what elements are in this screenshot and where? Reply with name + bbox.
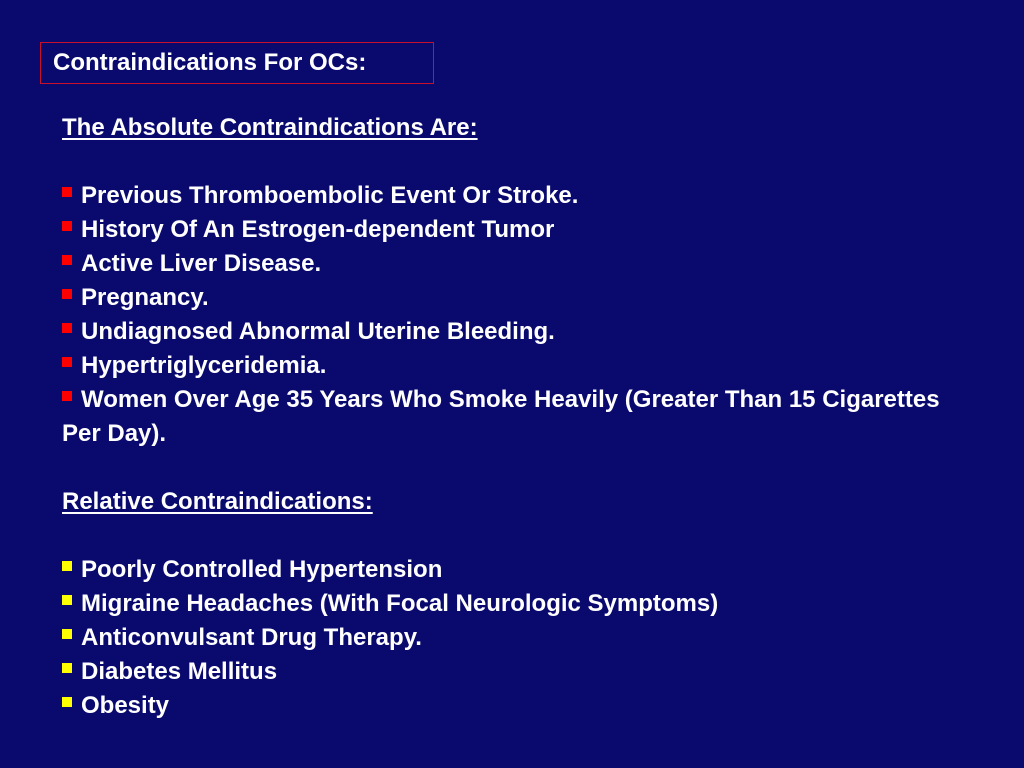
red-square-bullet-icon xyxy=(62,323,72,333)
relative-item xyxy=(62,553,962,587)
absolute-item xyxy=(62,247,962,281)
spacer xyxy=(62,519,962,553)
red-square-bullet-icon xyxy=(62,255,72,265)
absolute-item xyxy=(62,349,962,383)
relative-item xyxy=(62,689,962,723)
absolute-item-text: Pregnancy. xyxy=(81,284,209,311)
yellow-square-bullet-icon xyxy=(62,697,72,707)
relative-item-text: Diabetes Mellitus xyxy=(81,658,278,685)
red-square-bullet-icon xyxy=(62,187,72,197)
absolute-item-text: Previous Thromboembolic Event Or Stroke. xyxy=(81,182,579,209)
spacer xyxy=(62,145,962,179)
absolute-contraindications-heading: The Absolute Contraindications Are: xyxy=(62,114,478,141)
relative-contraindications-heading: Relative Contraindications: xyxy=(62,488,373,515)
slide-content xyxy=(62,111,962,723)
absolute-item xyxy=(62,179,962,213)
yellow-square-bullet-icon xyxy=(62,663,72,673)
slide-title: Contraindications For OCs: xyxy=(53,49,367,76)
red-square-bullet-icon xyxy=(62,289,72,299)
relative-item xyxy=(62,655,962,689)
relative-item xyxy=(62,621,962,655)
red-square-bullet-icon xyxy=(62,391,72,401)
yellow-square-bullet-icon xyxy=(62,629,72,639)
absolute-item-text: Women Over Age 35 Years Who Smoke Heavily (Greater Than 15 Cigarettes Per Day). xyxy=(62,386,940,447)
absolute-item-text: Hypertriglyceridemia. xyxy=(81,352,327,379)
slide-title-box xyxy=(40,42,434,84)
spacer xyxy=(62,451,962,485)
absolute-item xyxy=(62,213,962,247)
relative-item-text: Obesity xyxy=(81,692,170,719)
absolute-item-text: Undiagnosed Abnormal Uterine Bleeding. xyxy=(81,318,555,345)
absolute-item-text: History Of An Estrogen-dependent Tumor xyxy=(81,216,555,243)
relative-item-text: Migraine Headaches (With Focal Neurologic Symptoms) xyxy=(81,590,719,617)
relative-item-text: Anticonvulsant Drug Therapy. xyxy=(81,624,422,651)
red-square-bullet-icon xyxy=(62,357,72,367)
absolute-item-text: Active Liver Disease. xyxy=(81,250,322,277)
relative-item xyxy=(62,587,962,621)
absolute-item xyxy=(62,281,962,315)
red-square-bullet-icon xyxy=(62,221,72,231)
yellow-square-bullet-icon xyxy=(62,561,72,571)
absolute-item xyxy=(62,315,962,349)
absolute-item xyxy=(62,383,962,451)
relative-item-text: Poorly Controlled Hypertension xyxy=(81,556,443,583)
yellow-square-bullet-icon xyxy=(62,595,72,605)
